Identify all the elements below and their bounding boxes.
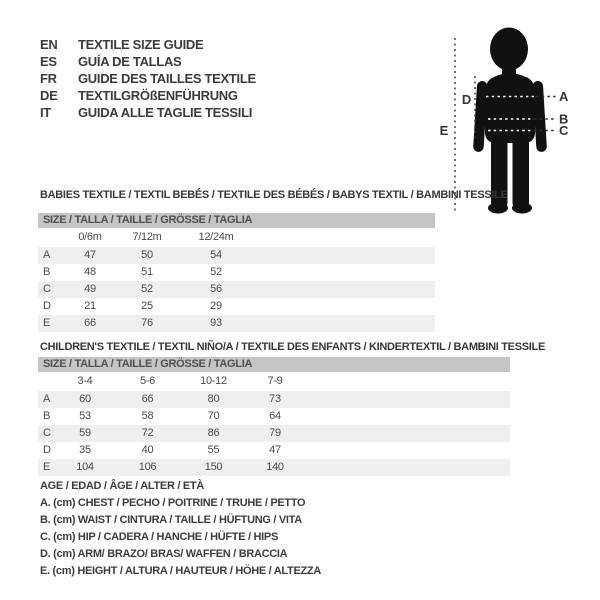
table-row (38, 264, 435, 281)
cell-value: 55 (207, 444, 220, 456)
cell-value: 52 (141, 283, 153, 295)
cell-value: 93 (210, 317, 222, 329)
measure-label-a: A (559, 89, 569, 104)
cell-value: 60 (79, 393, 91, 405)
measure-label-c: C (559, 123, 569, 138)
column-header: 7/12m (132, 231, 162, 243)
table-row (38, 408, 510, 425)
row-label: E (43, 461, 51, 473)
column-header: 3-4 (77, 375, 93, 387)
column-header: 10-12 (200, 375, 227, 387)
row-label: C (43, 283, 51, 295)
measurement-legend (40, 478, 321, 580)
children-size-table (38, 357, 510, 476)
column-header: 5-6 (140, 375, 155, 387)
table-row (38, 281, 435, 298)
cell-value: 73 (269, 393, 281, 405)
language-code: DE (40, 88, 58, 103)
language-item (40, 53, 256, 70)
row-label: D (43, 444, 51, 456)
row-label: C (43, 427, 51, 439)
cell-value: 40 (141, 444, 154, 456)
language-item (40, 87, 256, 104)
cell-value: 50 (141, 249, 153, 261)
column-header: 12/24m (198, 231, 234, 243)
row-label: E (43, 317, 51, 329)
child-silhouette (473, 28, 547, 214)
row-label: A (43, 249, 51, 261)
babies-section-title: BABIES TEXTILE / TEXTIL BEBÉS / TEXTILE DES BÉBÉS / BABYS TEXTIL / BAMBINI TESSILE (40, 189, 508, 201)
measure-label-d: D (461, 92, 471, 107)
table-row (38, 298, 435, 315)
cell-value: 150 (204, 461, 223, 473)
column-header: 7-9 (267, 375, 283, 387)
cell-value: 72 (141, 427, 154, 439)
table-row (38, 425, 510, 442)
cell-value: 58 (141, 410, 154, 422)
cell-value: 56 (210, 283, 222, 295)
cell-value: 47 (84, 249, 96, 261)
child-silhouette-diagram (428, 18, 596, 218)
cell-value: 79 (269, 427, 281, 439)
cell-value: 53 (79, 410, 91, 422)
table-row (38, 459, 510, 476)
row-label: D (43, 300, 51, 312)
babies-size-header-bar: SIZE / TALLA / TAILLE / GRÖSSE / TAGLIA (38, 213, 435, 228)
children-section-title: CHILDREN'S TEXTILE / TEXTIL NIÑO/A / TEXTILE DES ENFANTS / KINDERTEXTIL / BAMBINI TESSILE (40, 341, 545, 353)
row-label: A (43, 393, 51, 405)
cell-value: 66 (141, 393, 154, 405)
language-item (40, 36, 256, 53)
children-size-header-bar: SIZE / TALLA / TAILLE / GRÖSSE / TAGLIA (38, 357, 510, 372)
legend-item-hip: C. (cm) HIP / CADERA / HANCHE / HÜFTE / HIPS (40, 531, 278, 543)
language-label: TEXTILGRÖßENFÜHRUNG (78, 88, 238, 103)
table-row (38, 442, 510, 459)
language-label: GUIDA ALLE TAGLIE TESSILI (78, 105, 253, 120)
legend-item-height: E. (cm) HEIGHT / ALTURA / HAUTEUR / HÖHE / ALTEZZA (40, 565, 321, 577)
legend-item-arm: D. (cm) ARM/ BRAZO/ BRAS/ WAFFEN / BRACCIA (40, 548, 288, 560)
children-column-header-row (38, 372, 510, 391)
language-code: FR (40, 71, 57, 86)
row-label: B (43, 410, 51, 422)
column-header: 0/6m (78, 231, 102, 243)
row-label: B (43, 266, 51, 278)
language-label: GUÍA DE TALLAS (78, 54, 182, 69)
language-label: TEXTILE SIZE GUIDE (78, 37, 204, 52)
cell-value: 76 (141, 317, 153, 329)
babies-size-table (38, 213, 435, 332)
cell-value: 106 (138, 461, 157, 473)
child-measurement-figure (428, 18, 596, 218)
table-row (38, 391, 510, 408)
language-label: GUIDE DES TAILLES TEXTILE (78, 71, 256, 86)
language-list (40, 36, 256, 121)
measure-label-b: B (559, 111, 569, 127)
table-row (38, 247, 435, 264)
cell-value: 52 (210, 266, 222, 278)
babies-column-header-row (38, 228, 435, 247)
cell-value: 59 (79, 427, 91, 439)
language-item (40, 104, 256, 121)
legend-age-line: AGE / EDAD / ÂGE / ALTER / ETÀ (40, 480, 204, 492)
legend-item-chest: A. (cm) CHEST / PECHO / POITRINE / TRUHE / PETTO (40, 497, 306, 509)
cell-value: 35 (79, 444, 91, 456)
cell-value: 49 (84, 283, 96, 295)
language-code: EN (40, 37, 58, 52)
cell-value: 80 (207, 393, 220, 405)
cell-value: 86 (207, 427, 220, 439)
cell-value: 51 (141, 266, 153, 278)
cell-value: 29 (210, 300, 222, 312)
cell-value: 25 (141, 300, 153, 312)
cell-value: 66 (84, 317, 96, 329)
language-code: IT (40, 105, 51, 120)
cell-value: 64 (269, 410, 281, 422)
cell-value: 140 (266, 461, 284, 473)
language-item (40, 70, 256, 87)
cell-value: 70 (207, 410, 220, 422)
measure-label-e: E (439, 123, 448, 138)
legend-item-waist: B. (cm) WAIST / CINTURA / TAILLE / HÜFTUNG / VITA (40, 514, 302, 526)
cell-value: 21 (84, 300, 96, 312)
cell-value: 48 (84, 266, 96, 278)
language-code: ES (40, 54, 57, 69)
cell-value: 104 (76, 461, 94, 473)
table-row (38, 315, 435, 332)
cell-value: 47 (269, 444, 281, 456)
cell-value: 54 (210, 249, 222, 261)
